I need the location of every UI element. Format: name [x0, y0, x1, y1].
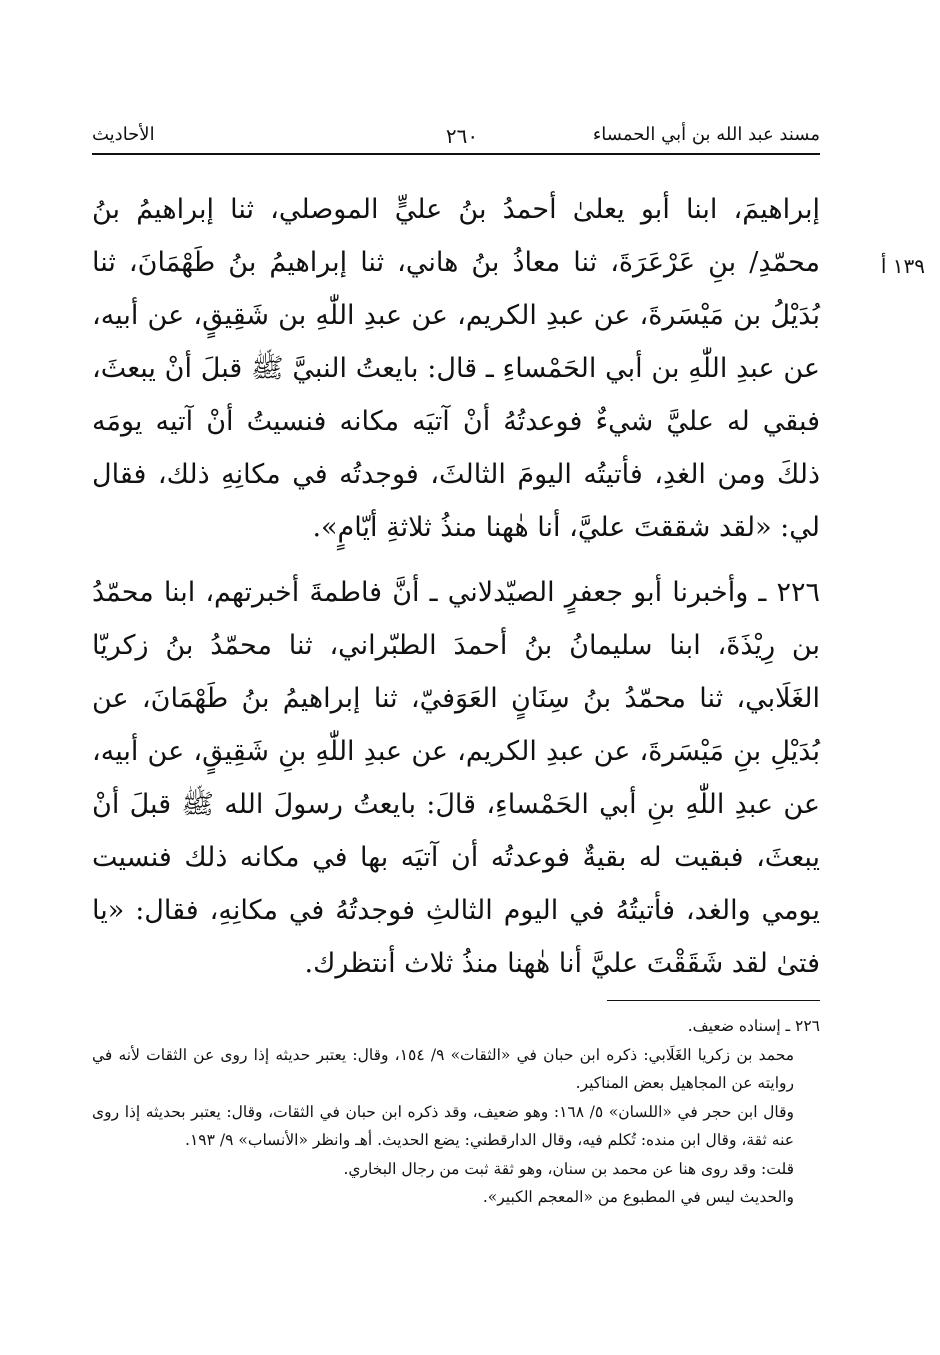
footnotes: [92, 1012, 820, 1212]
footnote-line: قلت: وقد روى هنا عن محمد بن سنان، وهو ثقة ثبت من رجال البخاري.: [343, 1159, 794, 1178]
footnote-line: ٢٢٦ ـ إسناده ضعيف.: [687, 1017, 820, 1035]
header-rule: [92, 153, 820, 155]
page-number: ٢٦٠: [445, 124, 479, 148]
header-section: الأحاديث: [92, 124, 155, 145]
hadith-paragraph-continued: إبراهيمَ، ابنا أبو يعلىٰ أحمدُ بنُ عليٍّ الموصلي، ثنا إبراهيمُ بنُ محمّدِ/ بنِ عَرْعَرَةَ، ثنا معاذُ بنُ هاني، ثنا إبراهيمُ بنُ طَهْمَانَ، ثنا بُدَيْلُ بن مَيْسَرةَ، عن عبدِ الكريم، عن عبدِ اللّٰهِ بن شَقِيقٍ، عن أبيه، عن عبدِ اللّٰهِ بن أبي الحَمْساءِ ـ قال: بايعتُ النبيَّ ﷺ قبلَ أنْ يبعثَ، فبقي له عليَّ شيءٌ فوعدتُهُ أنْ آتيَه مكانه فنسيتُ أنْ آتيه يومَه ذلكَ ومن الغدِ، فأتيتُه اليومَ الثالثَ، فوجدتُه في مكانِهِ ذلك، فقال لي: «لقد شققتَ عليَّ، أنا هٰهنا منذُ ثلاثةِ أيّامٍ».: [92, 194, 820, 543]
footnote-line: والحديث ليس في المطبوع من «المعجم الكبير».: [482, 1188, 794, 1206]
footnote-line: محمد بن زكريا الغَلَابي: ذكره ابن حبان في «الثقات» ٩/ ١٥٤، وقال: يعتبر حديثه إذا روى عن الثقات لأنه في روايته عن المجاهيل بعض المناكير.: [92, 1045, 795, 1092]
footnote-rule: [607, 1000, 820, 1001]
footnote-line: وقال ابن حجر في «اللسان» ٥/ ١٦٨: وهو ضعيف، وقد ذكره ابن حبان في الثقات، وقال: يعتبر بحديثه إذا روى عنه ثقة، وقال ابن منده: تُكلم فيه، وقال الدارقطني: يضع الحديث. أهـ وانظر «الأنساب» ٩/ ١٩٣.: [92, 1102, 794, 1149]
hadith-paragraph-226: ٢٢٦ ـ وأخبرنا أبو جعفرٍ الصيّدلاني ـ أنَّ فاطمةَ أخبرتهم، ابنا محمّدُ بن رِيْذَةَ، ابنا سليمانُ بنُ أحمدَ الطبّراني، ثنا محمّدُ بنُ زكريّا الغَلَابي، ثنا محمّدُ بنُ سِنَانٍ العَوَفيّ، ثنا إبراهيمُ بنُ طَهْمَانَ، عن بُدَيْلِ بنِ مَيْسَرةَ، عن عبدِ الكريم، عن عبدِ اللّٰهِ بنِ شَقِيقٍ، عن أبيه، عن عبدِ اللّٰهِ بنِ أبي الحَمْساءِ، قالَ: بايعتُ رسولَ الله ﷺ قبلَ أنْ يبعثَ، فبقيت له بقيةٌ فوعدتُه أن آتيَه بها في مكانه ذلك فنسيت يومي والغد، فأتيتُهُ في اليوم الثالثِ فوجدتُهُ في مكانِهِ، فقال: «يا فتىٰ لقد شَقَقْتَ عليَّ أنا هٰهنا منذُ ثلاث أنتظرك.: [92, 577, 820, 979]
margin-note: ١٣٩ أ: [880, 254, 925, 278]
header-title: مسند عبد الله بن أبي الحمساء: [592, 124, 820, 145]
running-header: [92, 118, 820, 152]
